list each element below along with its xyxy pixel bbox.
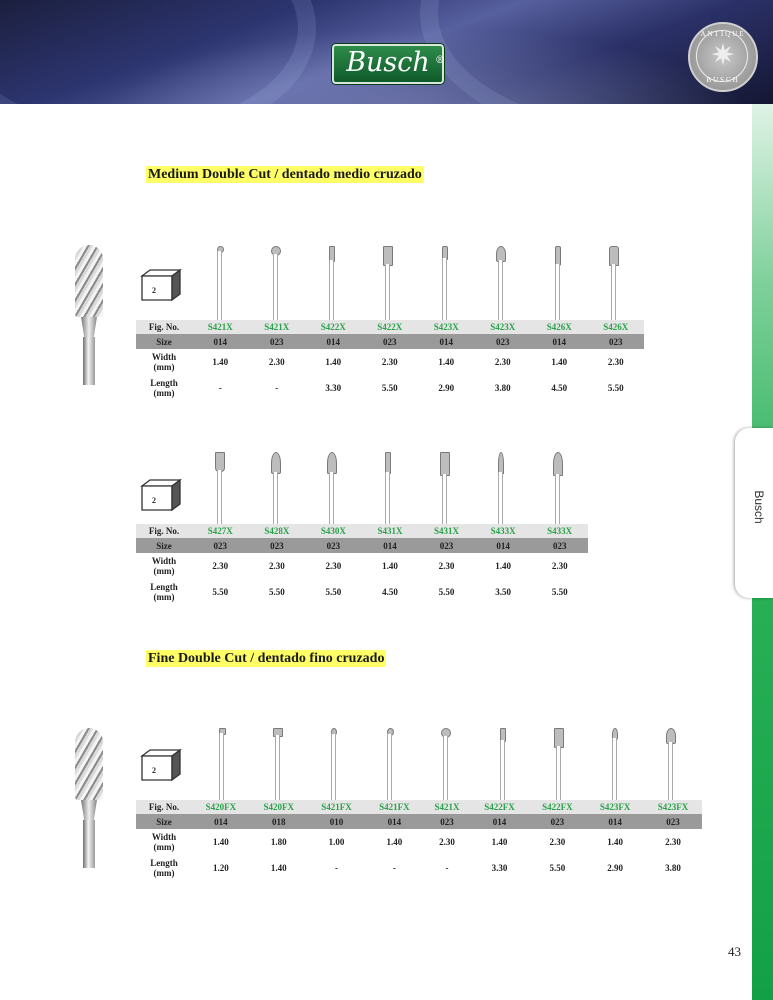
width-cell: 2.30	[438, 561, 455, 571]
fig-no-cell: S421X	[192, 320, 249, 334]
spec-table-medium-1	[136, 320, 644, 401]
size-cell: 014	[192, 814, 250, 829]
instrument-drawing	[438, 246, 450, 320]
width-cell: 2.30	[212, 561, 229, 571]
length-cell: 3.50	[495, 587, 511, 597]
fig-no-cell: S422FX	[528, 800, 586, 814]
fig-no-cell: S426X	[588, 320, 645, 334]
instrument-drawing	[608, 728, 620, 802]
length-cell: 5.50	[549, 863, 566, 873]
fig-no-row	[136, 800, 702, 814]
fig-no-cell: S431X	[418, 524, 475, 538]
size-row	[136, 814, 702, 829]
fig-no-cell: S423X	[418, 320, 475, 334]
size-cell: 014	[192, 334, 249, 349]
length-label: Length (mm)	[150, 378, 178, 398]
width-cell: 2.30	[439, 837, 455, 847]
size-cell: 023	[531, 538, 588, 553]
instrument-drawing	[494, 246, 506, 320]
width-cell: 2.30	[381, 357, 398, 367]
size-label: Size	[136, 538, 192, 553]
instrument-drawing	[551, 246, 563, 320]
package-box-icon	[140, 478, 182, 512]
fig-no-cell: S423FX	[644, 800, 702, 814]
size-cell: 023	[423, 814, 470, 829]
fig-no-cell: S421FX	[365, 800, 423, 814]
width-cell: 1.00	[328, 837, 345, 847]
size-cell: 023	[475, 334, 532, 349]
length-cell: 5.50	[212, 587, 229, 597]
antique-seal	[688, 22, 758, 92]
length-label: Length (mm)	[150, 858, 178, 878]
fig-no-row	[136, 320, 644, 334]
logo-registered-mark: ®	[435, 55, 445, 66]
size-cell: 010	[308, 814, 366, 829]
fig-no-label: Fig. No.	[136, 524, 192, 538]
size-label: Size	[136, 814, 192, 829]
width-cell: 1.80	[270, 837, 287, 847]
fig-no-cell: S427X	[192, 524, 249, 538]
length-cell: 4.50	[382, 587, 398, 597]
width-cell: 1.40	[551, 357, 568, 367]
length-cell: 2.90	[607, 863, 624, 873]
instrument-drawing	[552, 728, 564, 802]
size-cell: 023	[644, 814, 702, 829]
fig-no-cell: S421X	[423, 800, 470, 814]
package-box-number: 2	[152, 496, 156, 505]
fig-no-cell: S422X	[362, 320, 419, 334]
fig-no-cell: S421X	[249, 320, 306, 334]
width-cell: 2.30	[268, 561, 285, 571]
width-cell: 1.40	[495, 561, 511, 571]
fig-no-cell: S433X	[531, 524, 588, 538]
size-label: Size	[136, 334, 192, 349]
length-row	[136, 855, 702, 881]
width-cell: 1.40	[325, 357, 342, 367]
instrument-drawing	[213, 246, 225, 320]
seal-text-bottom: BUSCH	[706, 76, 740, 84]
size-cell: 014	[362, 538, 419, 553]
length-label: Length (mm)	[150, 582, 178, 602]
spec-table-fine	[136, 800, 702, 881]
width-cell: 2.30	[494, 357, 511, 367]
page-number: 43	[728, 944, 741, 959]
length-cell: 2.90	[438, 383, 455, 393]
size-row	[136, 538, 588, 553]
header-banner	[0, 0, 773, 104]
instrument-drawing	[381, 452, 393, 526]
size-cell: 014	[471, 814, 529, 829]
length-cell: 3.30	[491, 863, 508, 873]
width-row	[136, 829, 702, 855]
width-cell: 1.40	[607, 837, 624, 847]
instrument-drawing	[269, 246, 281, 320]
fig-no-cell: S431X	[362, 524, 419, 538]
fig-no-cell: S433X	[475, 524, 532, 538]
instrument-drawing	[327, 728, 339, 802]
package-box-icon	[140, 748, 182, 782]
width-label: Width (mm)	[151, 556, 177, 576]
size-row	[136, 334, 644, 349]
seal-text-top: ANTIQUE	[700, 30, 746, 38]
side-tab	[735, 428, 773, 598]
size-cell: 023	[588, 334, 645, 349]
length-cell: 5.50	[438, 587, 455, 597]
length-cell: 5.50	[325, 587, 342, 597]
length-cell: -	[335, 863, 339, 873]
size-cell: 014	[305, 334, 362, 349]
width-cell: 1.40	[382, 561, 398, 571]
width-cell: 2.30	[665, 837, 681, 847]
width-cell: 1.40	[386, 837, 403, 847]
section-title-medium: Medium Double Cut / dentado medio cruzado	[148, 167, 422, 182]
fig-no-cell: S420FX	[192, 800, 250, 814]
width-row	[136, 349, 644, 375]
package-box-number: 2	[152, 286, 156, 295]
fig-no-cell: S423X	[475, 320, 532, 334]
size-cell: 014	[418, 334, 475, 349]
fig-no-cell: S423FX	[586, 800, 644, 814]
fig-no-label: Fig. No.	[136, 320, 192, 334]
size-cell: 014	[531, 334, 588, 349]
instrument-drawing	[494, 452, 506, 526]
fig-no-cell: S422X	[305, 320, 362, 334]
length-cell: 5.50	[607, 383, 624, 393]
width-cell: 1.40	[213, 837, 229, 847]
instrument-drawing	[664, 728, 676, 802]
instrument-drawing	[496, 728, 508, 802]
spec-table-medium-2	[136, 524, 588, 605]
fig-no-label: Fig. No.	[136, 800, 192, 814]
size-cell: 023	[249, 334, 306, 349]
length-cell: 5.50	[268, 587, 285, 597]
size-cell: 023	[362, 334, 419, 349]
length-cell: 4.50	[551, 383, 568, 393]
fig-no-cell: S426X	[531, 320, 588, 334]
length-cell: 5.50	[551, 587, 568, 597]
size-cell: 023	[305, 538, 362, 553]
size-cell: 023	[192, 538, 249, 553]
length-cell: 3.80	[665, 863, 681, 873]
seal-star-icon: ✷	[710, 39, 736, 72]
bur-photo-medium	[73, 245, 105, 385]
width-cell: 2.30	[551, 561, 568, 571]
instrument-drawing	[381, 246, 393, 320]
length-cell: 5.50	[381, 383, 398, 393]
size-cell: 023	[528, 814, 586, 829]
width-cell: 1.40	[438, 357, 455, 367]
size-cell: 014	[365, 814, 423, 829]
section-title-fine: Fine Double Cut / dentado fino cruzado	[148, 651, 385, 666]
instrument-drawing	[383, 728, 395, 802]
fig-no-cell: S422FX	[471, 800, 529, 814]
width-label: Width (mm)	[151, 832, 177, 852]
busch-logo	[332, 44, 444, 84]
package-box-icon	[140, 268, 182, 302]
fig-no-cell: S428X	[249, 524, 306, 538]
instrument-drawing	[215, 728, 227, 802]
size-cell: 023	[418, 538, 475, 553]
fig-no-cell: S421FX	[308, 800, 366, 814]
instrument-drawing	[213, 452, 225, 526]
length-cell: 1.40	[270, 863, 287, 873]
length-row	[136, 375, 644, 401]
instrument-drawing	[325, 452, 337, 526]
length-cell: -	[445, 863, 449, 873]
bur-photo-fine	[73, 728, 105, 868]
width-cell: 2.30	[607, 357, 624, 367]
logo-text: Busch	[346, 47, 430, 78]
package-box-number: 2	[152, 766, 156, 775]
instrument-drawing	[271, 728, 283, 802]
length-row	[136, 579, 588, 605]
width-label: Width (mm)	[151, 352, 177, 372]
length-cell: 3.80	[494, 383, 511, 393]
fig-no-cell: S430X	[305, 524, 362, 538]
width-cell: 2.30	[268, 357, 285, 367]
length-cell: 1.20	[213, 863, 229, 873]
size-cell: 023	[249, 538, 306, 553]
instrument-drawing	[269, 452, 281, 526]
instrument-drawing	[551, 452, 563, 526]
instrument-drawing	[438, 452, 450, 526]
width-row	[136, 553, 588, 579]
width-cell: 2.30	[549, 837, 566, 847]
side-tab-label: Busch	[752, 490, 766, 524]
length-cell: -	[218, 383, 222, 393]
fig-no-cell: S420FX	[250, 800, 308, 814]
length-cell: -	[275, 383, 279, 393]
length-cell: 3.30	[325, 383, 342, 393]
fig-no-row	[136, 524, 588, 538]
width-cell: 1.40	[491, 837, 508, 847]
size-cell: 014	[475, 538, 532, 553]
length-cell: -	[392, 863, 396, 873]
size-cell: 018	[250, 814, 308, 829]
instrument-drawing	[439, 728, 451, 802]
width-cell: 1.40	[212, 357, 229, 367]
width-cell: 2.30	[325, 561, 342, 571]
instrument-drawing	[325, 246, 337, 320]
instrument-drawing	[607, 246, 619, 320]
size-cell: 014	[586, 814, 644, 829]
